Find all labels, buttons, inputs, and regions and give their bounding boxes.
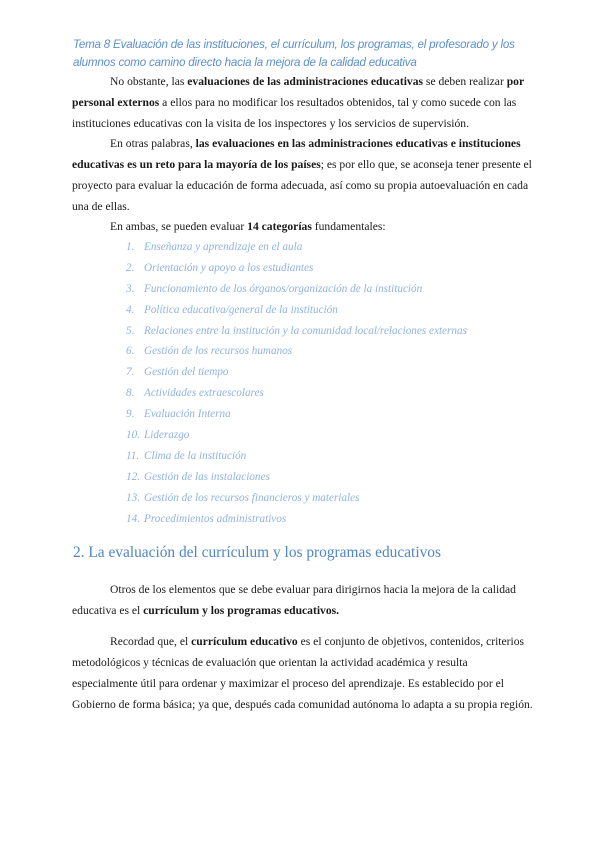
list-item: 9. Evaluación Interna bbox=[126, 408, 231, 421]
list-item: 3. Funcionamiento de los órganos/organización de la institución bbox=[126, 282, 423, 295]
list-item: 7. Gestión del tiempo bbox=[126, 366, 229, 379]
bold-phrase: currículum educativo bbox=[191, 635, 298, 648]
list-item: 11. Clima de la institución bbox=[126, 449, 247, 462]
list-item: 8. Actividades extraescolares bbox=[126, 387, 264, 400]
list-item: 5. Relaciones entre la institución y la comunidad local/relaciones externas bbox=[126, 324, 467, 337]
bold-phrase: por personal externos bbox=[72, 75, 524, 109]
paragraph-2: En otras palabras, las evaluaciones en las administraciones educativas e instituciones educativas es un reto para la mayoría de los países; es por ello que, se aconseja tener presente el proyecto para evaluar la educación de forma adecuada, así como su propia autoevaluación en cada una de ellas. bbox=[72, 137, 532, 213]
list-item: 6. Gestión de los recursos humanos bbox=[126, 345, 293, 358]
section-heading: 2. La evaluación del currículum y los programas educativos bbox=[73, 544, 441, 561]
page-header: Tema 8 Evaluación de las instituciones, el currículum, los programas, el profesorado y los alumnos como camino directo hacia la mejora de la calidad educativa bbox=[73, 38, 515, 69]
list-item: 13. Gestión de los recursos financieros y materiales bbox=[126, 491, 360, 504]
bold-phrase: las evaluaciones en las administraciones educativas e instituciones educativas es un reto para la mayoría de los países bbox=[72, 137, 521, 171]
list-item: 12. Gestión de las instalaciones bbox=[126, 470, 270, 483]
categories-list bbox=[126, 237, 467, 529]
list-item: 4. Política educativa/general de la institución bbox=[126, 303, 338, 316]
list-item: 10. Liderazgo bbox=[126, 429, 190, 442]
paragraph-5: Recordad que, el currículum educativo es el conjunto de objetivos, contenidos, criterios metodológicos y técnicas de evaluación que orientan la actividad académica y resulta especialmente útil para ordenar y maximizar el proceso del aprendizaje. Es establecido por el Gobierno de forma básica; ya que, después cada comunidad autónoma lo adapta a su propia región. bbox=[72, 635, 533, 711]
list-item: 14. Procedimientos administrativos bbox=[126, 512, 287, 525]
list-item: 2. Orientación y apoyo a los estudiantes bbox=[126, 261, 314, 274]
bold-phrase: evaluaciones de las administraciones educativas bbox=[187, 75, 424, 88]
bold-phrase: currículum y los programas educativos. bbox=[143, 604, 340, 617]
paragraph-4: Otros de los elementos que se debe evaluar para dirigirnos hacia la mejora de la calidad educativa es el currículum y los programas educativos. bbox=[72, 583, 516, 617]
paragraph-1: No obstante, las evaluaciones de las administraciones educativas se deben realizar por personal externos a ellos para no modificar los resultados obtenidos, tal y como sucede con las instituciones educativas con la visita de los inspectores y los servicios de supervisión. bbox=[72, 75, 524, 130]
paragraph-3: En ambas, se pueden evaluar 14 categorías fundamentales: bbox=[110, 220, 386, 233]
bold-phrase: 14 categorías bbox=[247, 220, 312, 233]
list-item: 1. Enseñanza y aprendizaje en el aula bbox=[126, 241, 303, 253]
